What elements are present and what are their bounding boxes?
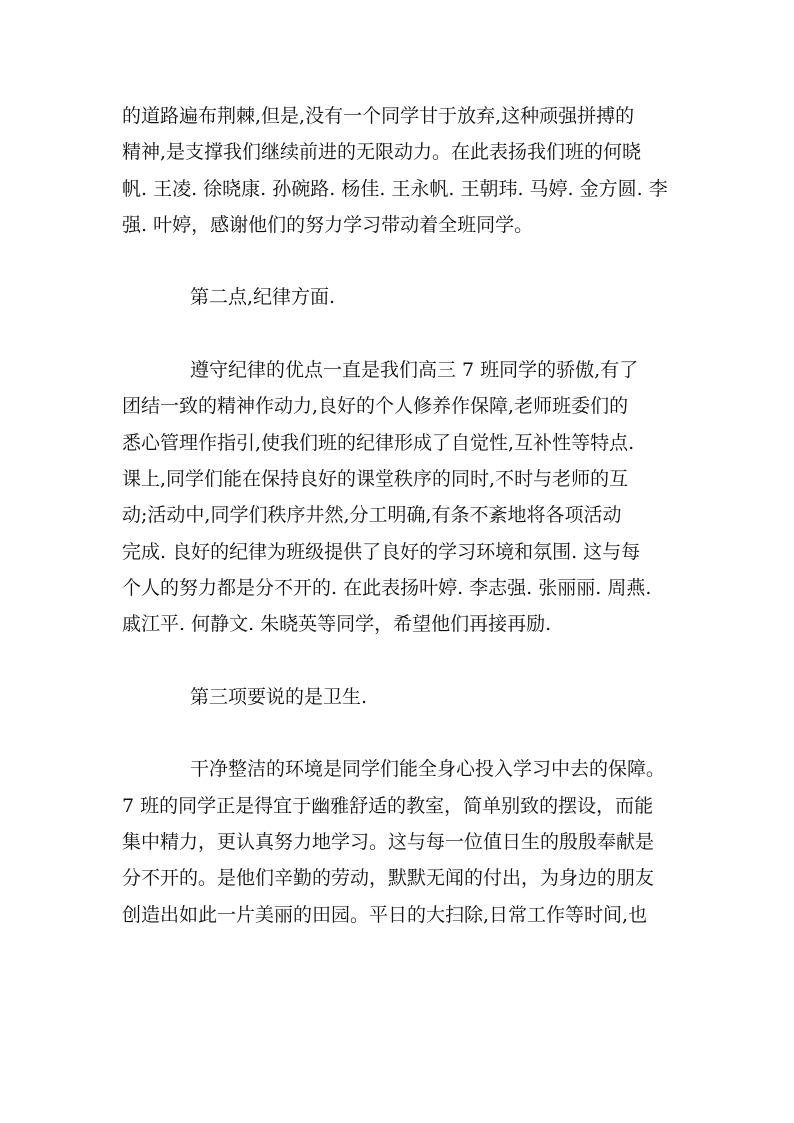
paragraph-spacer [122, 316, 682, 352]
text-line: 创造出如此一片美丽的田园。平日的大扫除,日常工作等时间,也 [122, 903, 648, 926]
text-line: 悉心管理作指引,使我们班的纪律形成了自觉性,互补性等特点. [122, 431, 635, 454]
paragraph-discipline [122, 352, 682, 642]
section-heading-hygiene: 第三项要说的是卫生. [190, 685, 368, 708]
paragraph-spacer [122, 243, 682, 279]
text-line: 团结一致的精神作动力,良好的个人修养作保障,老师班委们的 [122, 395, 629, 418]
paragraph-spacer [122, 642, 682, 678]
text-line: 帆. 王凌. 徐晓康. 孙碗路. 杨佳. 王永帆. 王朝玮. 马婷. 金方圆. 李 [122, 177, 668, 200]
text-line: 分不开的。是他们辛勤的劳动，默默无闻的付出，为身边的朋友 [122, 867, 655, 890]
paragraph-hygiene [122, 751, 682, 932]
paragraph-spacer [122, 715, 682, 751]
document-body [122, 98, 682, 933]
text-line: 动;活动中,同学们秩序井然,分工明确,有条不紊地将各项活动 [122, 504, 622, 527]
paragraph-achievement [122, 98, 682, 243]
text-line: 完成. 良好的纪律为班级提供了良好的学习环境和氛围. 这与每 [122, 540, 641, 563]
text-line: 遵守纪律的优点一直是我们高三 7 班同学的骄傲,有了 [190, 359, 639, 382]
text-line: 7 班的同学正是得宜于幽雅舒适的教室，简单别致的摆设，而能 [122, 794, 654, 817]
text-line: 干净整洁的环境是同学们能全身心投入学习中去的保障。 [190, 758, 666, 781]
text-line: 课上,同学们能在保持良好的课堂秩序的同时,不时与老师的互 [122, 467, 629, 490]
section-heading-discipline: 第二点,纪律方面. [190, 286, 336, 309]
text-line: 集中精力，更认真努力地学习。这与每一位值日生的殷殷奉献是 [122, 830, 655, 853]
text-line: 的道路遍布荆棘,但是,没有一个同学甘于放弃,这种顽强拼搏的 [122, 105, 635, 127]
text-line: 个人的努力都是分不开的. 在此表扬叶婷. 李志强. 张丽丽. 周燕. [122, 576, 652, 599]
text-line: 精神,是支撑我们继续前进的无限动力。在此表扬我们班的何晓 [122, 141, 642, 164]
text-line: 强. 叶婷，感谢他们的努力学习带动着全班同学。 [122, 213, 534, 236]
text-line: 戚江平. 何静文. 朱晓英等同学，希望他们再接再励. [122, 613, 552, 636]
